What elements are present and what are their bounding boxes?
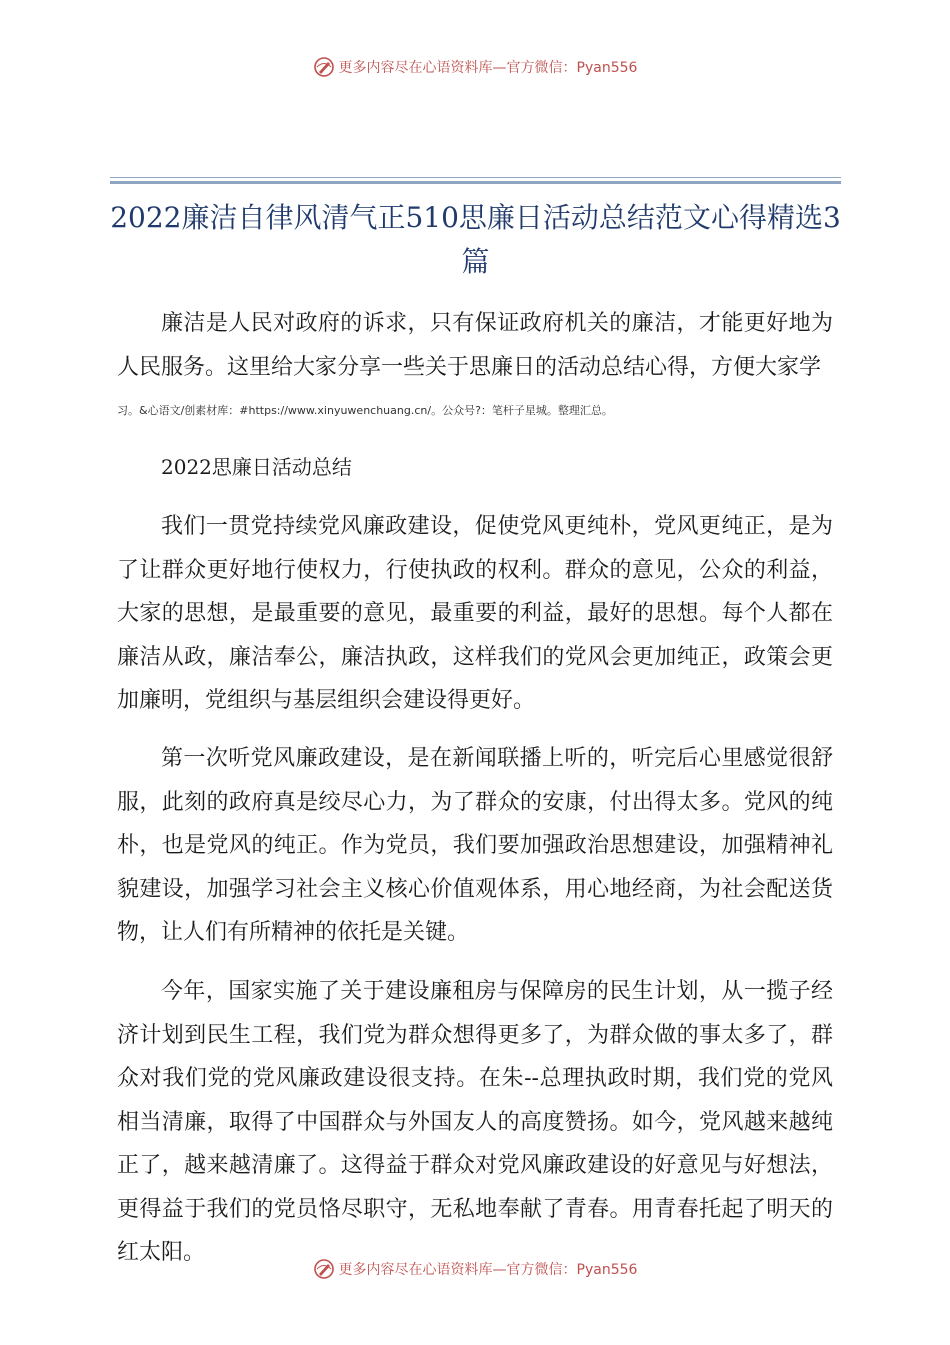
pen-logo-icon [313,1258,335,1280]
title-divider [110,177,841,184]
body-paragraph-2 [117,737,833,955]
section-heading: 2022思廉日活动总结 [161,455,352,479]
source-note: 习。&心语文/创素材库：#https://www.xinyuwenchuang.cn/。公众号?：笔杆子星城。整理汇总。 [117,404,613,417]
watermark-text: 更多内容尽在心语资料库—官方微信：Pyan556 [338,60,638,76]
footer-watermark [0,1258,950,1288]
paragraph-text: 我们一贯党持续党风廉政建设，促使党风更纯朴，党风更纯正，是为了让群众更好地行使权力，行使执政的权利。群众的意见，公众的利益，大家的思想，是最重要的意见，最重要的利益，最好的思想。每个人都在廉洁从政，廉洁奉公，廉洁执政，这样我们的党风会更加纯正，政策会更加廉明，党组织与基层组织会建设得更好。 [117,514,833,713]
pen-logo-icon [313,56,335,78]
watermark-text: 更多内容尽在心语资料库—官方微信：Pyan556 [338,1262,638,1278]
body-paragraph-1 [117,505,833,723]
intro-text: 廉洁是人民对政府的诉求，只有保证政府机关的廉洁，才能更好地为人民服务。这里给大家分享一些关于思廉日的活动总结心得，方便大家学 [117,311,833,380]
header-watermark [0,56,950,86]
intro-paragraph [117,302,833,389]
body-paragraph-3 [117,970,833,1275]
document-title: 2022廉洁自律风清气正510思廉日活动总结范文心得精选3篇 [110,201,841,278]
paragraph-text: 第一次听党风廉政建设，是在新闻联播上听的，听完后心里感觉很舒服，此刻的政府真是绞尽心力，为了群众的安康，付出得太多。党风的纯朴，也是党风的纯正。作为党员，我们要加强政治思想建设，加强精神礼貌建设，加强学习社会主义核心价值观体系，用心地经商，为社会配送货物，让人们有所精神的依托是关键。 [117,746,833,945]
paragraph-text: 今年，国家实施了关于建设廉租房与保障房的民生计划，从一揽子经济计划到民生工程，我们党为群众想得更多了，为群众做的事太多了，群众对我们党的党风廉政建设很支持。在朱--总理执政时期，我们党的党风相当清廉，取得了中国群众与外国友人的高度赞扬。如今，党风越来越纯正了，越来越清廉了。这得益于群众对党风廉政建设的好意见与好想法，更得益于我们的党员恪尽职守，无私地奉献了青春。用青春托起了明天的红太阳。 [117,979,833,1265]
